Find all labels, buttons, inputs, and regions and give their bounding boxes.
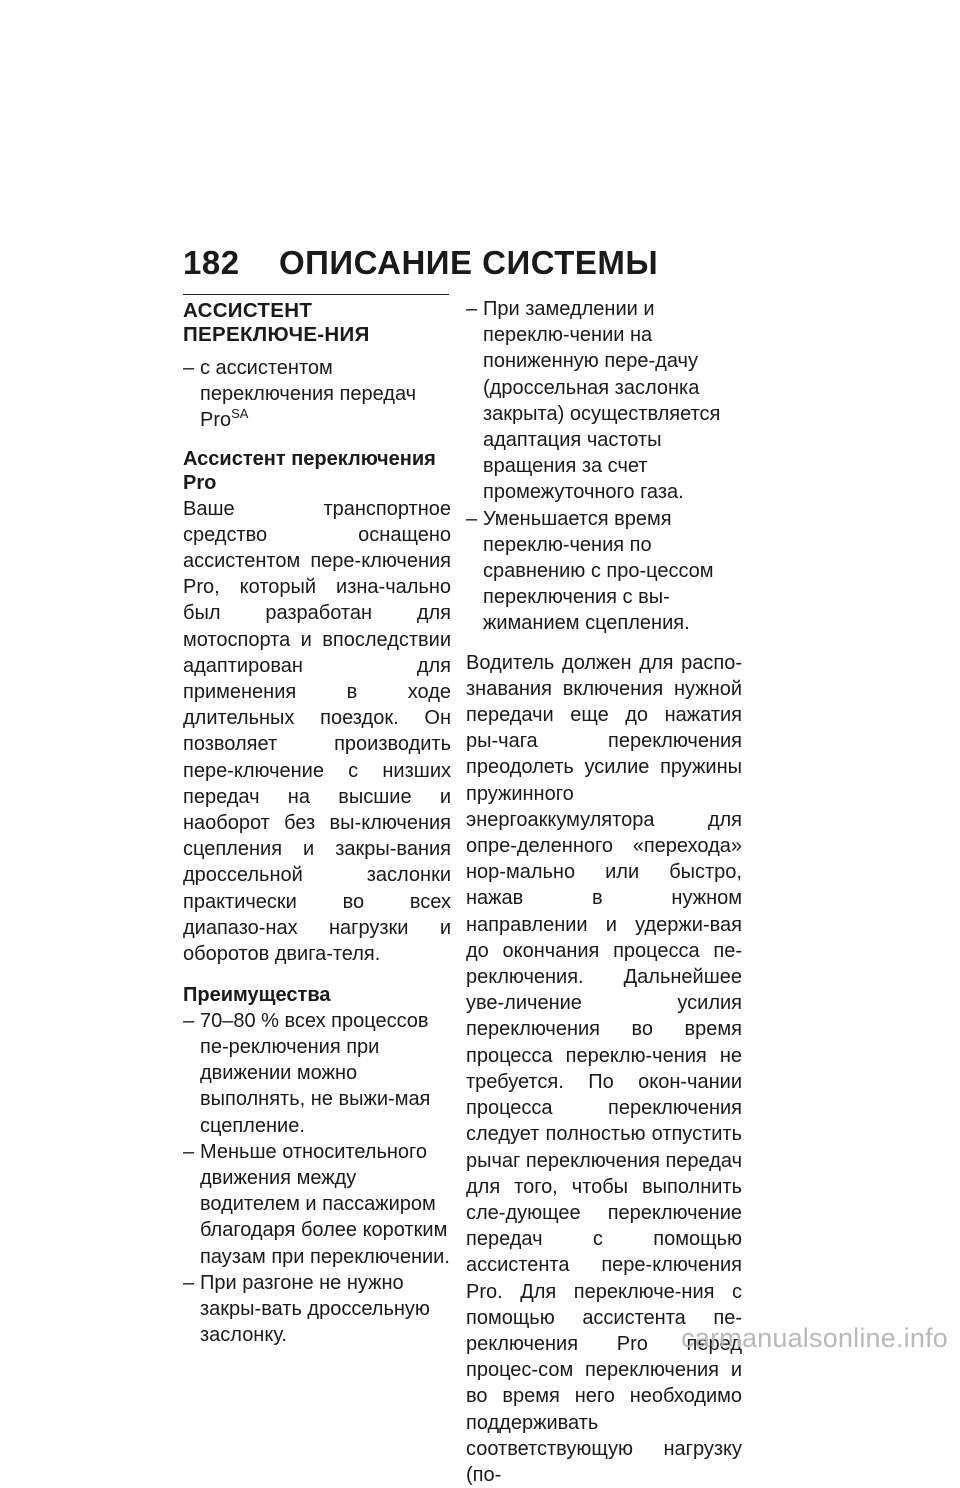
- advantage-item: [183, 1139, 451, 1270]
- subtitle-pro: Ассистент переключения Pro: [183, 447, 436, 495]
- advantage-item: [183, 1008, 451, 1139]
- bullet-dash: –: [183, 1271, 195, 1294]
- bullet-dash: –: [466, 298, 478, 320]
- advantage-text: При разгоне не нужно закры-вать дроссельную заслонку.: [200, 1271, 430, 1347]
- bullet-dash: –: [183, 1009, 195, 1032]
- sa-superscript: SA: [231, 406, 249, 422]
- page-header: [183, 244, 658, 282]
- advantage-text: 70–80 % всех процессов пе-реключения при движении можно выполнять, не выжи-мая сцепление.: [200, 1009, 431, 1137]
- section-title: АССИСТЕНТ ПЕРЕКЛЮЧЕ-НИЯ: [183, 299, 370, 346]
- bullet-dash: –: [466, 507, 478, 530]
- page-number: 182: [183, 244, 240, 281]
- advantage-item: [466, 506, 742, 637]
- watermark: carmanualsonline.info: [681, 1323, 948, 1353]
- chapter-title: ОПИСАНИЕ СИСТЕМЫ: [279, 244, 659, 281]
- advantages-title: Преимущества: [183, 984, 331, 1007]
- bullet-dash: –: [183, 357, 195, 379]
- body-paragraph: Водитель должен для распо-знавания включения нужной передачи еще до нажатия ры-чага переключения преодолеть усилие пружины пружинного энергоаккумулятора для опре-деленного «перехода» нор-мально или быстро, нажав в нужном направлении и удержи-вая до окончания процесса пе-реключения. Дальнейшее уве-личение усилия переключения во время процесса переклю-чения не требуется. По окон-чании процесса переключения следует полностью отпустить рычаг переключения передач для того, чтобы выполнить сле-дующее переключение передач с помощью ассистента пере-ключения Pro. Для переключе-ния с помощью ассистента пе-реключения Pro перед процес-сом переключения и во время него необходимо поддерживать соответствующую нагрузку (по-: [466, 651, 742, 1486]
- advantage-text: Уменьшается время переклю-чения по сравнению с про-цессом переключения с вы-жиманием сцепления.: [483, 507, 714, 635]
- advantage-text: При замедлении и переклю-чении на пониженную пере-дачу (дроссельная заслонка закрыта) осуществляется адаптация частоты вращения за счет промежуточного газа.: [483, 298, 721, 504]
- section-rule: [183, 294, 449, 295]
- body-paragraph: Ваше транспортное средство оснащено ассистентом пере-ключения Pro, который изна-чально был разработан для мотоспорта и впоследствии адаптирован для применения в ходе длительных поездок. Он позволяет производить пере-ключение с низших передач на высшие и наоборот без вы-ключения сцепления и закры-вания дроссельной заслонки практически во всех диапазо-нах нагрузки и оборотов двига-теля.: [183, 497, 451, 966]
- left-column: [183, 294, 451, 1348]
- intro-bullet-text: с ассистентом переключения передач Pro: [200, 357, 417, 432]
- advantage-text: Меньше относительного движения между водителем и пассажиром благодаря более коротким паузам при переключении.: [200, 1140, 450, 1268]
- right-column: [466, 296, 742, 1488]
- intro-bullet: [183, 355, 451, 434]
- advantage-item: [466, 296, 742, 506]
- bullet-dash: –: [183, 1140, 195, 1163]
- advantage-item: [183, 1270, 451, 1349]
